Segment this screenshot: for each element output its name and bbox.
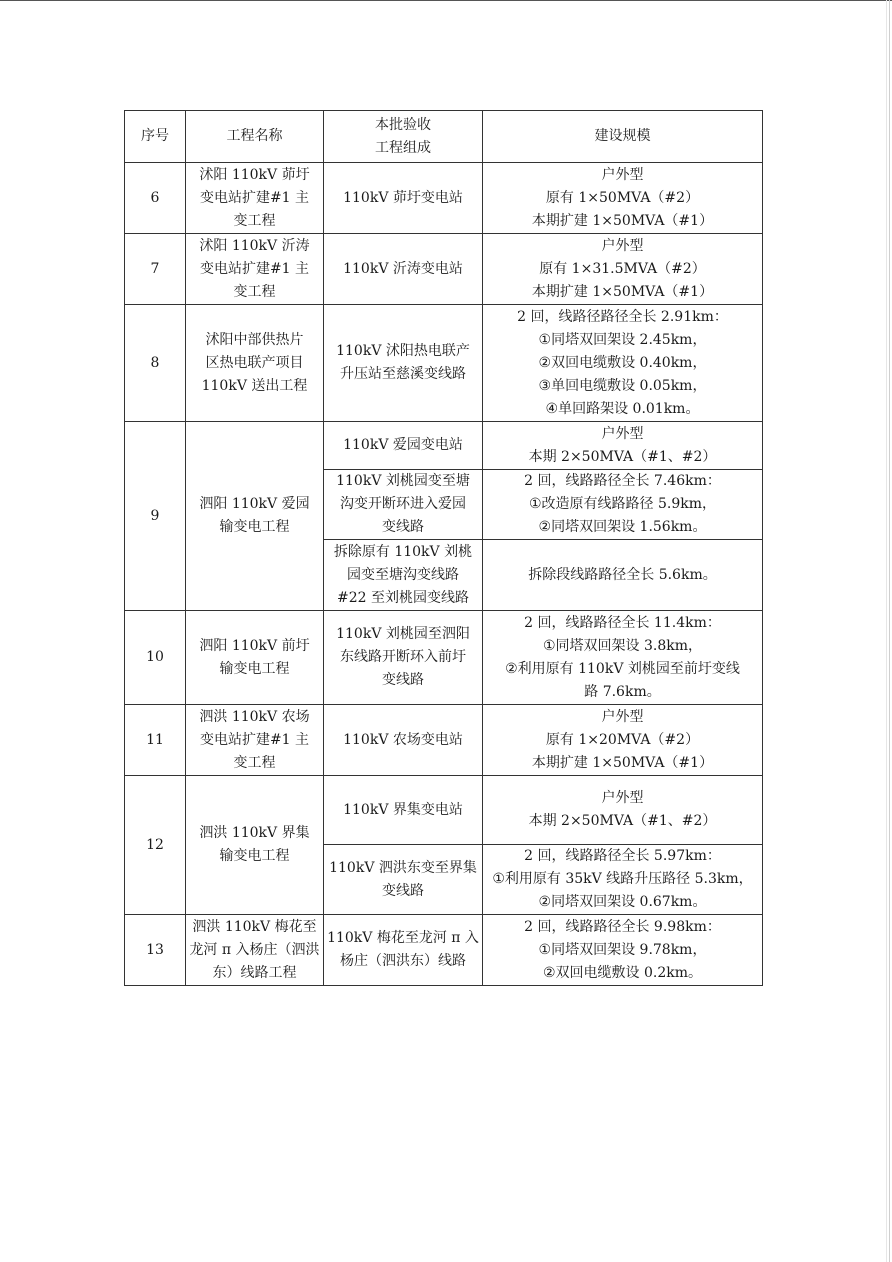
construction-scale: 户外型 原有 1×31.5MVA（#2） 本期扩建 1×50MVA（#1）	[483, 234, 763, 305]
project-name: 泗阳 110kV 前圩 输变电工程	[186, 611, 324, 705]
table-row	[125, 915, 763, 986]
table-row	[125, 163, 763, 234]
table-row	[125, 305, 763, 422]
construction-scale: 拆除段线路路径全长 5.6km。	[483, 540, 763, 611]
component: 110kV 茆圩变电站	[324, 163, 483, 234]
construction-scale: 户外型 原有 1×50MVA（#2） 本期扩建 1×50MVA（#1）	[483, 163, 763, 234]
table-row	[125, 611, 763, 705]
row-number: 11	[125, 705, 186, 776]
table-header-row	[125, 111, 763, 163]
acceptance-table	[124, 110, 763, 986]
construction-scale: 户外型 本期 2×50MVA（#1、#2）	[483, 422, 763, 470]
project-name: 泗阳 110kV 爱园 输变电工程	[186, 422, 324, 611]
header-project-name: 工程名称	[186, 111, 324, 163]
project-name: 泗洪 110kV 农场 变电站扩建#1 主 变工程	[186, 705, 324, 776]
project-name: 沭阳中部供热片 区热电联产项目 110kV 送出工程	[186, 305, 324, 422]
row-number: 12	[125, 776, 186, 915]
component: 110kV 泗洪东变至界集 变线路	[324, 845, 483, 915]
header-serial: 序号	[125, 111, 186, 163]
construction-scale: 2 回，线路路径全长 7.46km： ①改造原有线路路径 5.9km， ②同塔双回架设 1.56km。	[483, 470, 763, 540]
row-number: 6	[125, 163, 186, 234]
component: 110kV 梅花至龙河 π 入 杨庄（泗洪东）线路	[324, 915, 483, 986]
component: 110kV 爱园变电站	[324, 422, 483, 470]
page-edge-shadow	[886, 0, 887, 1262]
component: 110kV 农场变电站	[324, 705, 483, 776]
construction-scale: 户外型 本期 2×50MVA（#1、#2）	[483, 776, 763, 845]
construction-scale: 2 回，线路路径全长 11.4km： ①同塔双回架设 3.8km， ②利用原有 110kV 刘桃园至前圩变线 路 7.6km。	[483, 611, 763, 705]
table-row	[125, 776, 763, 845]
construction-scale: 2 回，线路径路径全长 2.91km： ①同塔双回架设 2.45km， ②双回电缆敷设 0.40km， ③单回电缆敷设 0.05km， ④单回路架设 0.01km。	[483, 305, 763, 422]
page-right-edge	[889, 0, 890, 1262]
project-name: 沭阳 110kV 茆圩 变电站扩建#1 主 变工程	[186, 163, 324, 234]
construction-scale: 户外型 原有 1×20MVA（#2） 本期扩建 1×50MVA（#1）	[483, 705, 763, 776]
project-name: 沭阳 110kV 沂涛 变电站扩建#1 主 变工程	[186, 234, 324, 305]
table-row	[125, 705, 763, 776]
project-name: 泗洪 110kV 梅花至 龙河 π 入杨庄（泗洪 东）线路工程	[186, 915, 324, 986]
table-row	[125, 234, 763, 305]
component: 110kV 界集变电站	[324, 776, 483, 845]
component: 110kV 刘桃园变至塘 沟变开断环进入爱园 变线路	[324, 470, 483, 540]
component: 110kV 刘桃园至泗阳 东线路开断环入前圩 变线路	[324, 611, 483, 705]
component: 110kV 沂涛变电站	[324, 234, 483, 305]
project-name: 泗洪 110kV 界集 输变电工程	[186, 776, 324, 915]
page-top-border	[0, 0, 892, 1]
row-number: 9	[125, 422, 186, 611]
row-number: 13	[125, 915, 186, 986]
header-scale: 建设规模	[483, 111, 763, 163]
construction-scale: 2 回，线路路径全长 5.97km： ①利用原有 35kV 线路升压路径 5.3km， ②同塔双回架设 0.67km。	[483, 845, 763, 915]
row-number: 7	[125, 234, 186, 305]
header-components: 本批验收 工程组成	[324, 111, 483, 163]
component: 拆除原有 110kV 刘桃 园变至塘沟变线路 #22 至刘桃园变线路	[324, 540, 483, 611]
row-number: 8	[125, 305, 186, 422]
row-number: 10	[125, 611, 186, 705]
table-row	[125, 422, 763, 470]
construction-scale: 2 回，线路路径全长 9.98km： ①同塔双回架设 9.78km， ②双回电缆敷设 0.2km。	[483, 915, 763, 986]
component: 110kV 沭阳热电联产 升压站至慈溪变线路	[324, 305, 483, 422]
